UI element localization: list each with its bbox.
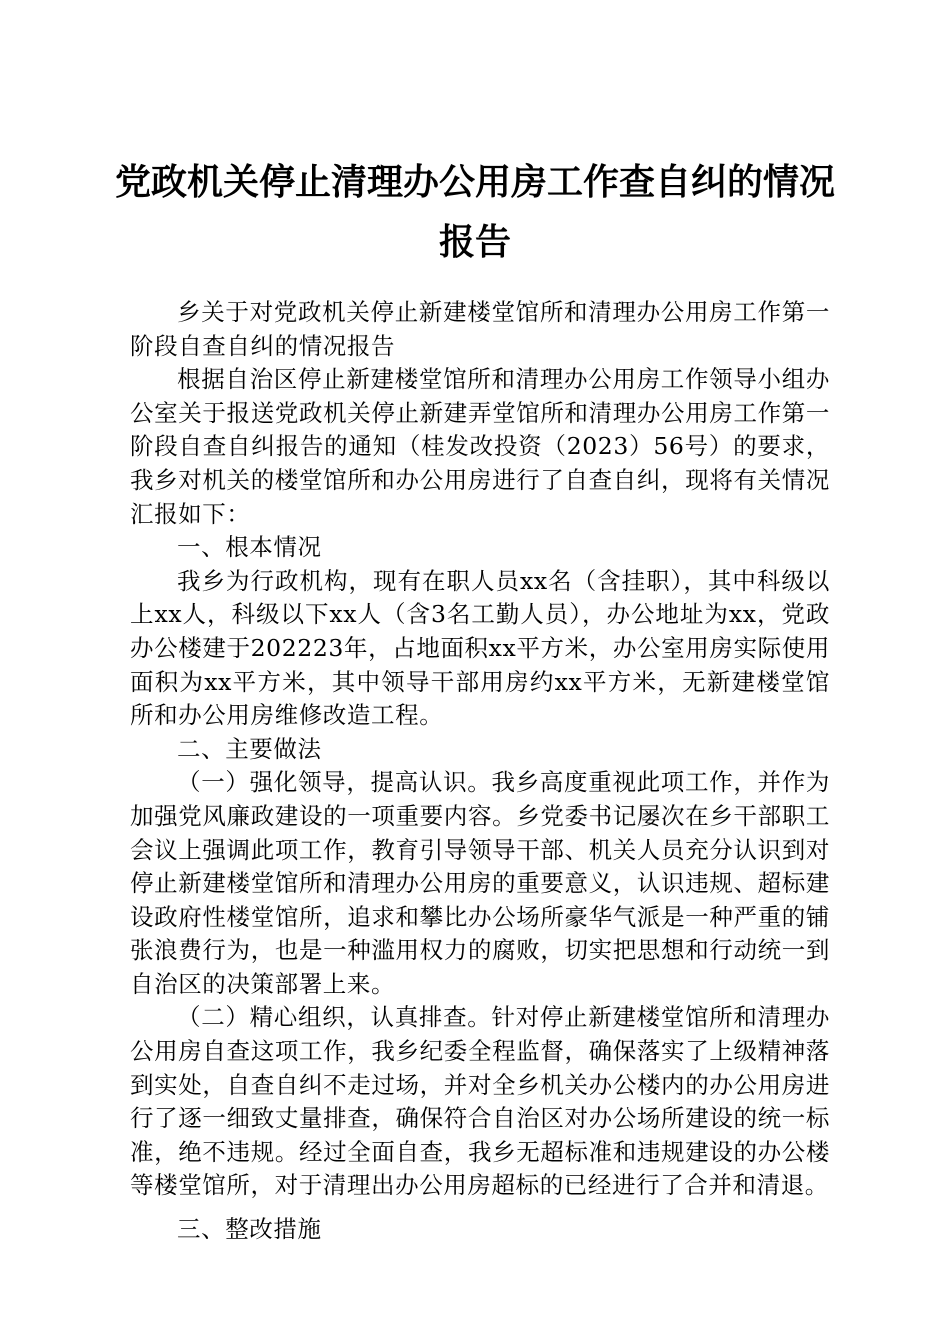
basic-situation-paragraph: 我乡为行政机构，现有在职人员xx名（含挂职），其中科级以上xx人，科级以下xx人（含3名工勤人员），办公地址为xx，党政办公楼建于202223年，占地面积xx平方米，办公室用房实际使用面积为xx平方米，其中领导干部用房约xx平方米，无新建楼堂馆所和办公用房维修改造工程。 xyxy=(130,566,830,730)
section-heading-main-practices: 二、主要做法 xyxy=(177,734,322,763)
document-title-line-2: 报告 xyxy=(438,222,511,263)
practice-two-paragraph: （二）精心组织，认真排查。针对停止新建楼堂馆所和清理办公用房自查这项工作，我乡纪委全程监督，确保落实了上级精神落到实处，自查自纠不走过场，并对全乡机关办公楼内的办公用房进行了逐一细致丈量排查，确保符合自治区对办公场所建设的统一标准，绝不违规。经过全面自查，我乡无超标准和违规建设的办公楼等楼堂馆所，对于清理出办公用房超标的已经进行了合并和清退。 xyxy=(130,1003,830,1200)
document-body xyxy=(130,296,830,1247)
section-heading-rectification: 三、整改措施 xyxy=(177,1215,322,1244)
intro-paragraph: 乡关于对党政机关停止新建楼堂馆所和清理办公用房工作第一阶段自查自纠的情况报告 xyxy=(130,298,830,360)
basis-paragraph: 根据自治区停止新建楼堂馆所和清理办公用房工作领导小组办公室关于报送党政机关停止新建弄堂馆所和清理办公用房工作第一阶段自查自纠报告的通知（桂发改投资（2023）56号）的要求，我乡对机关的楼堂馆所和办公用房进行了自查自纠，现将有关情况汇报如下： xyxy=(130,365,830,528)
practice-one-paragraph: （一）强化领导，提高认识。我乡高度重视此项工作，并作为加强党风廉政建设的一项重要内容。乡党委书记屡次在乡干部职工会议上强调此项工作，教育引导领导干部、机关人员充分认识到对停止新建楼堂馆所和清理办公用房的重要意义，认识违规、超标建设政府性楼堂馆所，追求和攀比办公场所豪华气派是一种严重的铺张浪费行为，也是一种滥用权力的腐败，切实把思想和行动统一到自治区的决策部署上来。 xyxy=(130,768,830,998)
document-title-line-1: 党政机关停止清理办公用房工作查自纠的情况 xyxy=(114,162,835,203)
section-heading-basic-situation: 一、根本情况 xyxy=(177,533,322,562)
